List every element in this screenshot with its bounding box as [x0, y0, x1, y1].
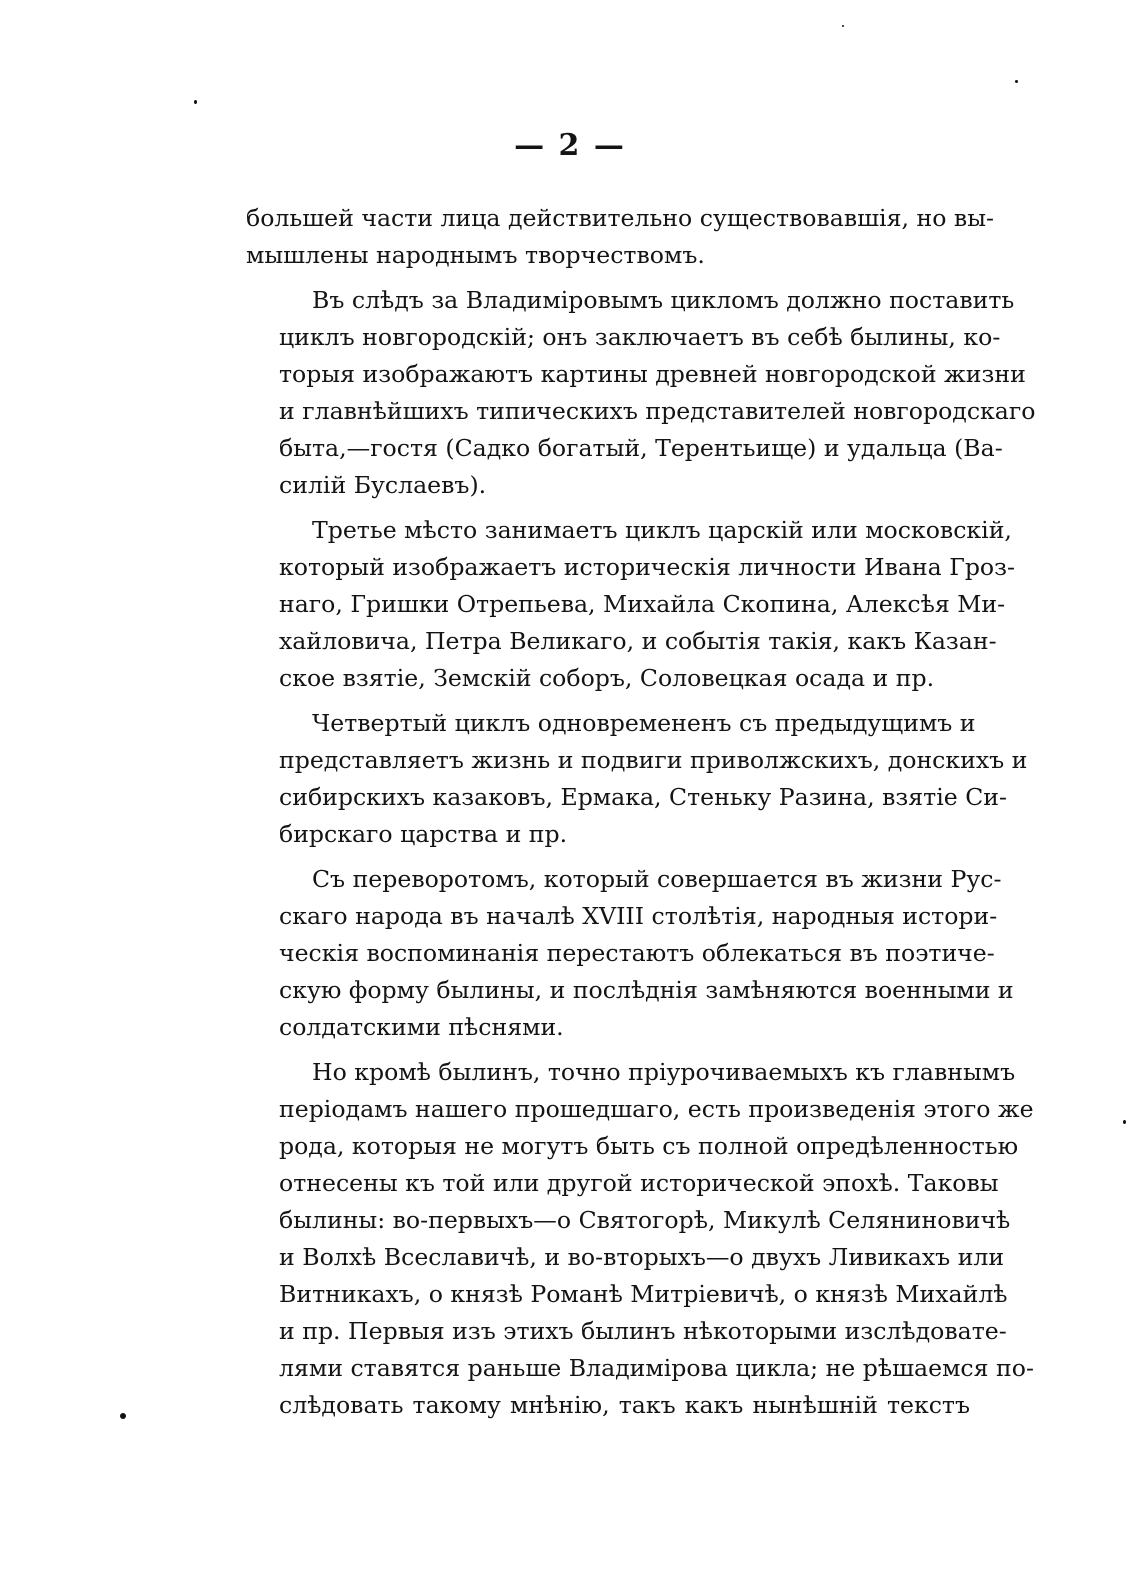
- paragraph: [246, 282, 1036, 504]
- text-line: мышлены народнымъ творчествомъ.: [246, 241, 705, 269]
- text-line: бирскаго царства и пр.: [279, 820, 568, 848]
- scan-speck: [120, 1413, 126, 1419]
- text-line: представляетъ жизнь и подвиги приволжскихъ, донскихъ и: [279, 746, 1028, 774]
- text-line: лями ставятся раньше Владимірова цикла; не рѣшаемся по-: [279, 1354, 1034, 1382]
- paragraph: [246, 705, 1028, 853]
- text-line: Третье мѣсто занимаетъ циклъ царскій или московскій,: [312, 516, 1012, 544]
- text-line: хайловича, Петра Великаго, и событія такія, какъ Казан-: [279, 627, 997, 655]
- text-line: и главнѣйшихъ типическихъ представителей новгородскаго: [279, 397, 1036, 425]
- paragraph: [246, 512, 1015, 697]
- text-line: сибирскихъ казаковъ, Ермака, Стеньку Разина, взятіе Си-: [279, 783, 1007, 811]
- text-line: ческія воспоминанія перестаютъ облекаться въ поэтиче-: [279, 939, 995, 967]
- text-line: силій Буслаевъ).: [279, 471, 487, 499]
- text-line: Четвертый циклъ одновремененъ съ предыдущимъ и: [312, 709, 976, 737]
- text-line: наго, Гришки Отрепьева, Михайла Скопина, Алексѣя Ми-: [279, 590, 1006, 618]
- text-line: и пр. Первыя изъ этихъ былинъ нѣкоторыми изслѣдовате-: [279, 1317, 1007, 1345]
- paragraph: [246, 200, 994, 274]
- paragraph: [246, 1054, 1034, 1424]
- text-line: былины: во-первыхъ—о Святогорѣ, Микулѣ Селяниновичѣ: [279, 1206, 1011, 1234]
- text-line: Витникахъ, о князѣ Романѣ Митріевичѣ, о князѣ Михайлѣ: [279, 1280, 1008, 1308]
- text-line: циклъ новгородскій; онъ заключаетъ въ себѣ былины, ко-: [279, 323, 1001, 351]
- body-text: [246, 200, 1036, 1432]
- scan-speck: [842, 25, 844, 27]
- scan-speck: [1123, 1120, 1126, 1124]
- text-line: слѣдовать такому мнѣнію, такъ какъ нынѣшній текстъ: [279, 1391, 970, 1419]
- text-line: большей части лица действительно существовавшія, но вы-: [246, 204, 994, 232]
- scan-speck: [194, 100, 197, 104]
- text-line: отнесены къ той или другой исторической эпохѣ. Таковы: [279, 1169, 999, 1197]
- page-number: — 2 —: [514, 128, 626, 163]
- text-line: Съ переворотомъ, который совершается въ жизни Рус-: [312, 865, 1002, 893]
- text-line: Но кромѣ былинъ, точно пріурочиваемыхъ къ главнымъ: [312, 1058, 1016, 1086]
- text-line: и Волхѣ Всеславичѣ, и во-вторыхъ—о двухъ Ливикахъ или: [279, 1243, 1005, 1271]
- text-line: который изображаетъ историческія личности Ивана Гроз-: [279, 553, 1015, 581]
- text-line: скаго народа въ началѣ XVIII столѣтія, народныя истори-: [279, 902, 998, 930]
- text-line: періодамъ нашего прошедшаго, есть произведенія этого же: [279, 1095, 1034, 1123]
- text-line: рода, которыя не могутъ быть съ полной опредѣленностью: [279, 1132, 1019, 1160]
- text-line: Въ слѣдъ за Владиміровымъ цикломъ должно поставить: [312, 286, 1015, 314]
- text-line: торыя изображаютъ картины древней новгородской жизни: [279, 360, 1026, 388]
- scan-speck: [1015, 80, 1018, 83]
- text-line: скую форму былины, и послѣднія замѣняются военными и: [279, 976, 1014, 1004]
- paragraph: [246, 861, 1014, 1046]
- text-line: ское взятіе, Земскій соборъ, Соловецкая осада и пр.: [279, 664, 935, 692]
- text-line: солдатскими пѣснями.: [279, 1013, 564, 1041]
- text-line: быта,—гостя (Садко богатый, Терентьище) и удальца (Ва-: [279, 434, 1003, 462]
